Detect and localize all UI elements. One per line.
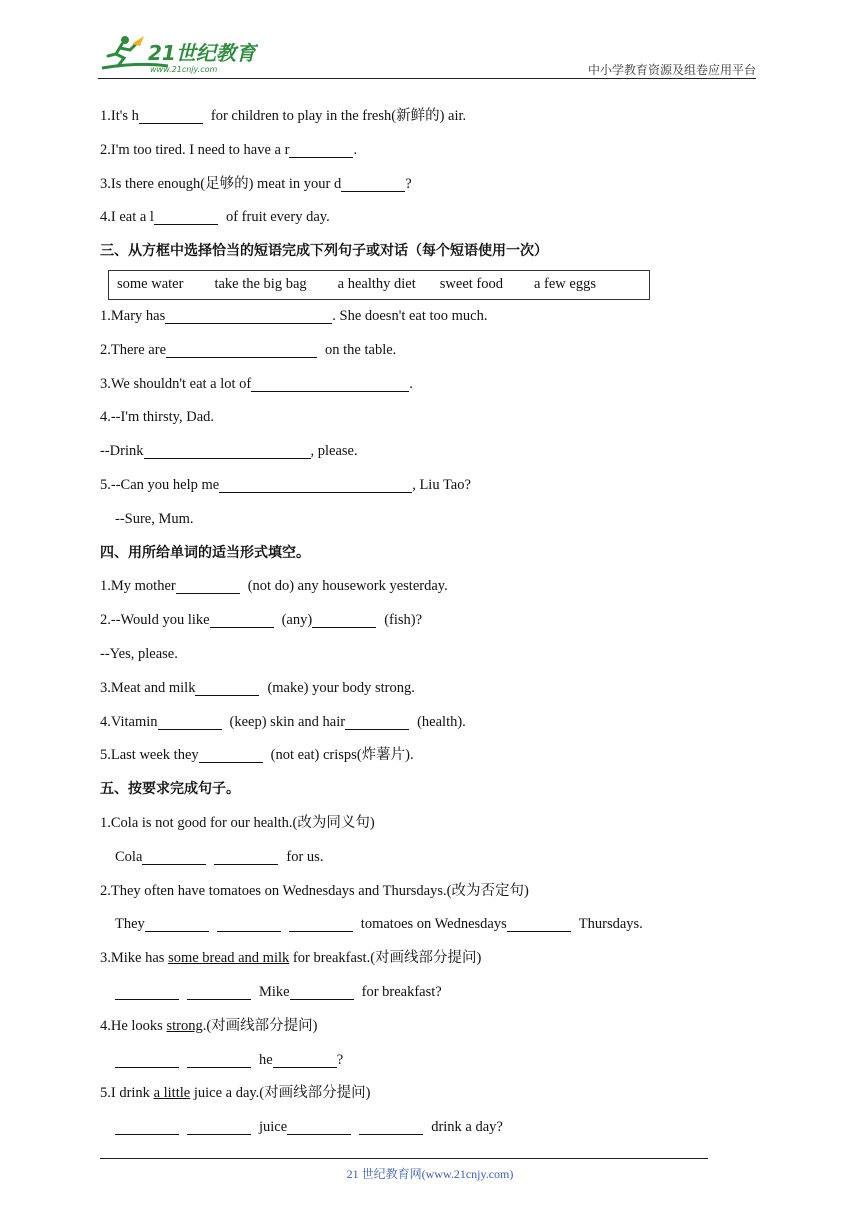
- answer-blank[interactable]: [507, 914, 571, 932]
- answer-blank[interactable]: [251, 374, 409, 392]
- logo-21cnjy: [98, 32, 258, 76]
- phrase-item: some water: [117, 276, 184, 293]
- phrase-box: [108, 270, 650, 300]
- answer-blank[interactable]: [154, 207, 218, 225]
- answer-5-2: They tomatoes on Wednesdays Thursdays.: [115, 916, 643, 933]
- answer-blank[interactable]: [187, 1050, 251, 1068]
- answer-blank[interactable]: [290, 982, 354, 1000]
- question-3-2: 2.There are on the table.: [100, 341, 397, 358]
- question-3-3: 3.We shouldn't eat a lot of .: [100, 375, 413, 392]
- answer-blank[interactable]: [145, 914, 209, 932]
- question-3-1: 1.Mary has . She doesn't eat too much.: [100, 307, 488, 324]
- answer-blank[interactable]: [287, 1117, 351, 1135]
- answer-blank[interactable]: [359, 1117, 423, 1135]
- phrase-item: sweet food: [439, 276, 503, 293]
- question-4-4: 4.Vitamin (keep) skin and hair (health).: [100, 713, 466, 730]
- answer-blank[interactable]: [273, 1050, 337, 1068]
- question-4-5: 5.Last week they (not eat) crisps(炸薯片).: [100, 747, 414, 764]
- question-2-3: 3.Is there enough(足够的) meat in your d ?: [100, 175, 412, 192]
- answer-blank[interactable]: [312, 610, 376, 628]
- phrase-item: take the big bag: [214, 276, 307, 293]
- answer-blank[interactable]: [176, 576, 240, 594]
- answer-blank[interactable]: [166, 340, 317, 358]
- question-2-4: 4.I eat a l of fruit every day.: [100, 209, 330, 226]
- page-header: [98, 30, 756, 78]
- section-3-title: 三、从方框中选择恰当的短语完成下列句子或对话（每个短语使用一次）: [100, 243, 548, 260]
- answer-blank[interactable]: [142, 847, 206, 865]
- question-2-2: 2.I'm too tired. I need to have a r .: [100, 141, 358, 158]
- answer-blank[interactable]: [115, 1050, 179, 1068]
- answer-5-3: Mike for breakfast?: [100, 979, 720, 1013]
- question-2-1: 1.It's h for children to play in the fresh(新鲜的) air.: [100, 108, 467, 124]
- question-4-1: 1.My mother (not do) any housework yesterday.: [100, 578, 448, 595]
- answer-blank[interactable]: [341, 174, 405, 192]
- answer-5-1: Cola for us.: [115, 848, 324, 865]
- answer-blank[interactable]: [115, 1117, 179, 1135]
- question-5-5: 5.I drink a little juice a day.(对画线部分提问): [100, 1085, 371, 1102]
- answer-blank[interactable]: [214, 847, 278, 865]
- phrase-item: a healthy diet: [337, 276, 416, 293]
- answer-5-4: he ?: [100, 1047, 720, 1081]
- answer-blank[interactable]: [139, 106, 203, 124]
- underlined-phrase: a little: [153, 1085, 191, 1102]
- worksheet-body: [100, 103, 720, 1148]
- header-divider: [98, 78, 756, 79]
- question-5-4: 4.He looks strong.(对画线部分提问): [100, 1017, 318, 1034]
- footer-link[interactable]: 21 世纪教育网(www.21cnjy.com): [346, 1167, 514, 1181]
- question-4-2: 2.--Would you like (any) (fish)?: [100, 612, 423, 629]
- answer-blank[interactable]: [289, 914, 353, 932]
- answer-5-5: juice drink a day?: [100, 1114, 720, 1148]
- svg-text:21世纪教育: 21世纪教育: [148, 41, 256, 65]
- answer-blank[interactable]: [144, 441, 311, 459]
- answer-blank[interactable]: [158, 712, 222, 730]
- answer-blank[interactable]: [187, 982, 251, 1000]
- answer-blank[interactable]: [219, 475, 412, 493]
- answer-blank[interactable]: [187, 1117, 251, 1135]
- answer-blank[interactable]: [115, 982, 179, 1000]
- question-5-3: 3.Mike has some bread and milk for breakfast.(对画线部分提问): [100, 950, 482, 967]
- underlined-phrase: strong: [166, 1017, 203, 1034]
- answer-blank[interactable]: [165, 306, 332, 324]
- question-4-3: 3.Meat and milk (make) your body strong.: [100, 679, 415, 696]
- footer-divider: [100, 1158, 708, 1159]
- question-5-2: 2.They often have tomatoes on Wednesdays and Thursdays.(改为否定句): [100, 882, 529, 899]
- answer-blank[interactable]: [289, 140, 353, 158]
- phrase-item: a few eggs: [533, 276, 596, 293]
- question-3-4b: --Drink , please.: [100, 443, 358, 460]
- answer-blank[interactable]: [345, 712, 409, 730]
- answer-blank[interactable]: [210, 610, 274, 628]
- section-4-title: 四、用所给单词的适当形式填空。: [100, 544, 310, 561]
- answer-blank[interactable]: [195, 678, 259, 696]
- question-3-4a: 4.--I'm thirsty, Dad.: [100, 409, 215, 426]
- answer-blank[interactable]: [199, 745, 263, 763]
- question-3-5a: 5.--Can you help me , Liu Tao?: [100, 476, 471, 493]
- question-4-2b: --Yes, please.: [100, 645, 178, 662]
- svg-text:www.21cnjy.com: www.21cnjy.com: [150, 65, 218, 74]
- platform-name: 中小学教育资源及组卷应用平台: [587, 63, 756, 77]
- question-5-1: 1.Cola is not good for our health.(改为同义句): [100, 814, 375, 831]
- question-3-5b: --Sure, Mum.: [115, 510, 194, 527]
- section-5-title: 五、按要求完成句子。: [100, 781, 240, 798]
- underlined-phrase: some bread and milk: [168, 950, 290, 967]
- answer-blank[interactable]: [217, 914, 281, 932]
